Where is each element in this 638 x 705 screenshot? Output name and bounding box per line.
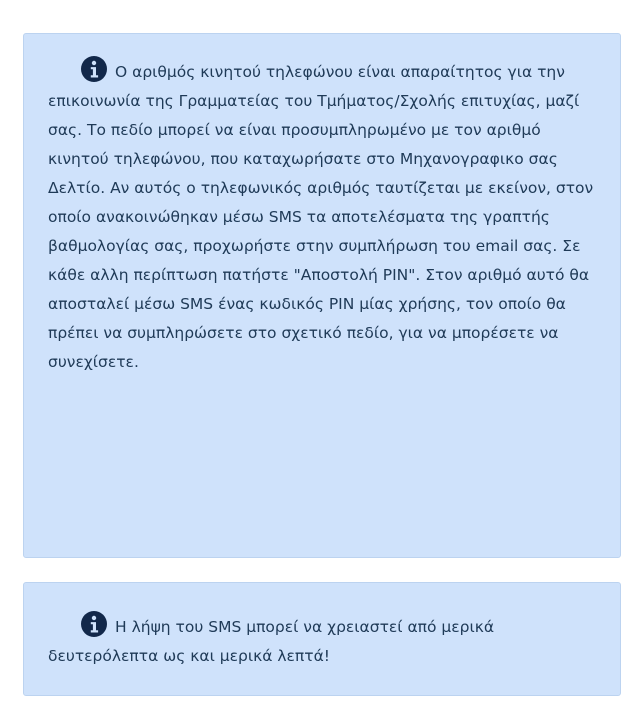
alert-message: Ο αριθμός κινητού τηλεφώνου είναι απαραίτητος για την επικοινωνία της Γραμματείας του Τμήματος/Σχολής επιτυχίας, μαζί σας. Το πεδίο μπορεί να είναι προσυμπληρωμένο με τον αριθμό κινητού τηλεφώνου, που καταχωρήσατε στο Μηχανογραφικο σας Δελτίο. Αν αυτός ο τηλεφωνικός αριθμός ταυτίζεται με εκείνον, στον οποίο ανακοινώθηκαν μέσω SMS τα αποτελέσματα της γραπτής βαθμολογίας σας, προχωρήστε στην συμπλήρωση του email σας. Σε κάθε αλλη περίπτωση πατήστε "Αποστολή PIN". Στον αριθμό αυτό θα αποσταλεί μέσω SMS ένας κωδικός PIN μίας χρήσης, τον οποίο θα πρέπει να συμπληρώσετε στο σχετικό πεδίο, για να μπορέσετε να συνεχίσετε. (48, 63, 594, 371)
alert-text-sms-delay (48, 611, 596, 671)
info-circle-icon (81, 56, 107, 82)
alert-message: Η λήψη του SMS μπορεί να χρειαστεί από μερικά δευτερόλεπτα ως και μερικά λεπτά! (48, 618, 495, 665)
alert-text-phone-requirement (48, 56, 596, 377)
info-alert-phone-requirement (23, 33, 621, 558)
info-circle-icon (81, 611, 107, 637)
info-alert-sms-delay (23, 582, 621, 696)
